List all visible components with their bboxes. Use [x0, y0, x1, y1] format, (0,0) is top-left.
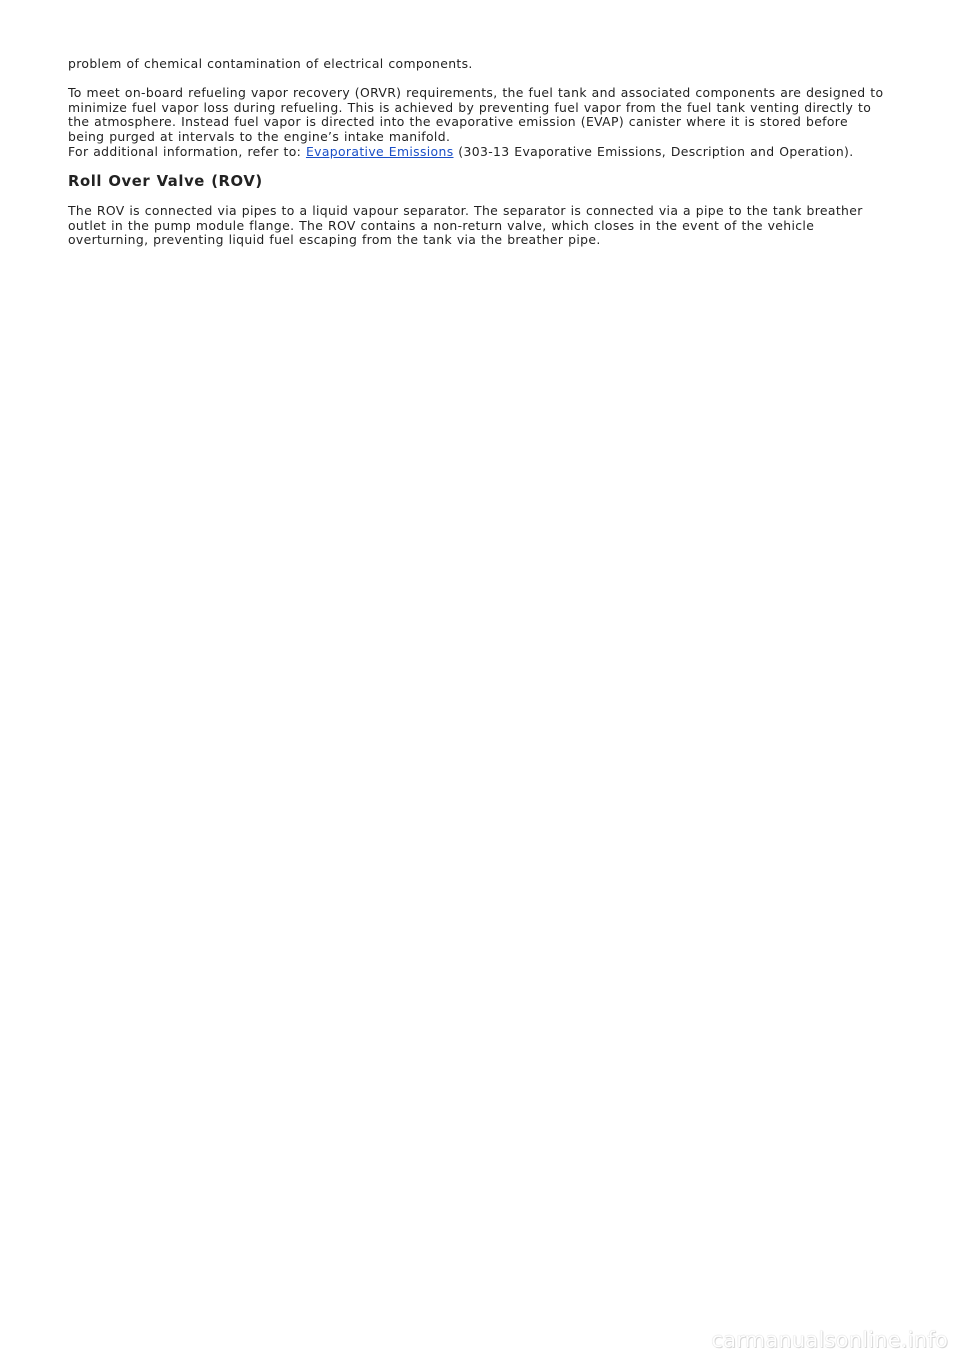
document-page — [68, 57, 898, 248]
evap-paragraph — [68, 86, 898, 159]
evap-line: minimize fuel vapor loss during refueling. This is achieved by preventing fuel vapor from the fuel tank venting directly to — [68, 99, 872, 115]
rov-line: outlet in the pump module flange. The ROV contains a non-return valve, which closes in the event of the vehicle — [68, 217, 815, 233]
reference-line — [68, 145, 898, 160]
rov-line: overturning, preventing liquid fuel escaping from the tank via the breather pipe. — [68, 232, 601, 248]
evap-line: To meet on-board refueling vapor recovery (ORVR) requirements, the fuel tank and associated components are designed to — [68, 85, 884, 101]
intro-line: problem of chemical contamination of electrical components. — [68, 56, 473, 71]
evap-line: being purged at intervals to the engine’s intake manifold. — [68, 128, 451, 144]
section-heading-rov: Roll Over Valve (ROV) — [68, 173, 263, 191]
evap-line: the atmosphere. Instead fuel vapor is directed into the evaporative emission (EVAP) canister where it is stored before — [68, 114, 848, 130]
intro-paragraph — [68, 57, 898, 72]
rov-paragraph — [68, 204, 898, 248]
site-watermark: carmanualsonline.info — [711, 1328, 948, 1352]
reference-suffix: (303-13 Evaporative Emissions, Description and Operation). — [453, 143, 854, 159]
rov-line: The ROV is connected via pipes to a liquid vapour separator. The separator is connected via a pipe to the tank breather — [68, 203, 863, 219]
evaporative-emissions-link[interactable]: Evaporative Emissions — [305, 143, 454, 159]
reference-prefix: For additional information, refer to: — [68, 143, 306, 159]
